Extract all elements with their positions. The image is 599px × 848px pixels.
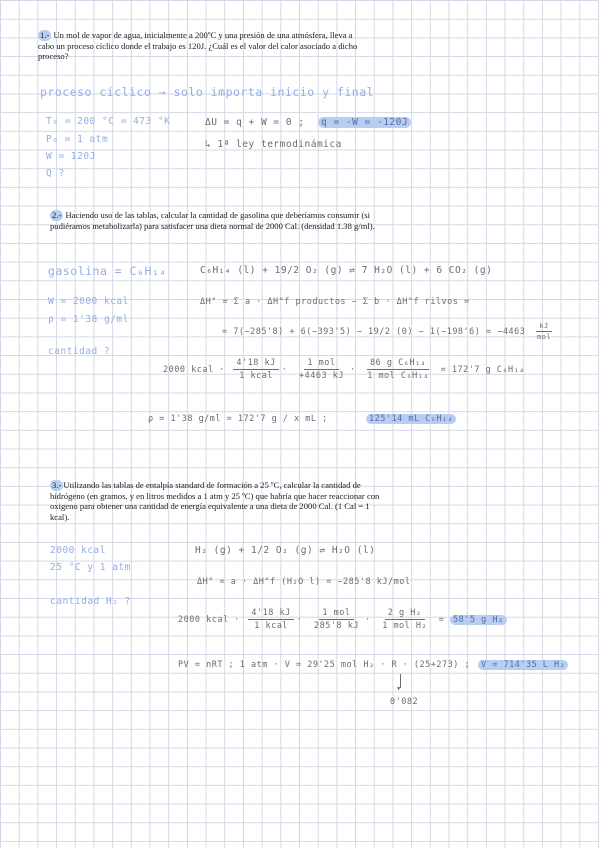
question-1-text: 1.- Un mol de vapor de agua, inicialmente a 200ºC y una presión de una atmósfera, lleva a cabo un proceso cíclico donde el trabajo es 120J. ¿Cuál es el valor del calor asociado a dicho proceso? xyxy=(38,30,358,62)
q2-data-density: ρ = 1'38 g/ml xyxy=(48,314,129,325)
question-3-text: 3.- Utilizando las tablas de entalpía standard de formación a 25 ºC, calcular la cantidad de hidrógeno (en gramos, y en litros medidos a 1 atm y 25 ºC) que habría que hacer reaccionar con oxigeno para obtener una cantidad de energía equivalente a una dieta de 2000 Cal. (1 Cal = 1 kcal). xyxy=(50,480,380,522)
q2-deltaH-calculation: = 7(−285'8) + 6(−393'5) − 19/2 (0) − 1(−198'6) = −4463 $\frac{kJ}{\text{mol}}$ xyxy=(222,322,557,341)
q3-conversion: 2000 kcal · $\frac{4'18 kJ}{\text{1 kcal}}$ · $\frac{\text{1 mol}}{285'8 kJ}$ · $\frac{\text{2 g H₂}}{\text{1 mol H₂}}$ = 58'5 g H₂ xyxy=(178,608,507,631)
q1-data-pressure: P₀ = 1 atm xyxy=(46,134,109,145)
q1-data-q: Q ? xyxy=(46,168,65,179)
q3-data-quantity: cantidad H₂ ? xyxy=(50,596,131,607)
question-1-number: 1.- xyxy=(40,30,50,40)
q3-deltaH: ΔH° = a · ΔH°f (H₂O l) = −285'8 kJ/mol xyxy=(197,577,411,587)
q2-reaction: C₆H₁₄ (l) + 19/2 O₂ (g) ⇌ 7 H₂O (l) + 6 CO₂ (g) xyxy=(200,265,493,276)
q3-gas-equation: PV = nRT ; 1 atm · V = 29'25 mol H₂ · R · (25+273) ; xyxy=(178,660,471,670)
q1-data-work: W = 120J xyxy=(46,151,96,162)
q3-data-energy: 2000 kcal xyxy=(50,545,106,556)
q1-data-temp: T₀ = 200 °C = 473 °K xyxy=(46,116,171,127)
q2-factor-mol: $\frac{\text{1 mol}}{+4463 kJ}$ xyxy=(299,358,344,381)
q3-r-value: 0'082 xyxy=(390,697,419,707)
q2-density-equation: ρ = 1'38 g/ml = 172'7 g / x mL ; xyxy=(148,414,328,424)
q2-factor-mass: $\frac{\text{86 g C₆H₁₄}}{\text{1 mol C₆H₁₄}}$ xyxy=(367,358,429,381)
q3-reaction: H₂ (g) + 1/2 O₂ (g) ⇌ H₂O (l) xyxy=(195,545,376,556)
q3-gas-result: V = 714'35 L H₂ xyxy=(478,660,568,670)
q1-result: q = -W = -120J xyxy=(318,117,411,128)
q2-conversion: 2000 kcal · $\frac{4'18 kJ}{\text{1 kcal}}$ · $\frac{\text{1 mol}}{+4463 kJ}$ · $\frac{\text{86 g C₆H₁₄}}{\text{1 mol C₆H₁₄}}$ = 172'7 g C₆H₁₄ xyxy=(163,358,525,381)
question-2-number: 2.- xyxy=(52,210,62,220)
q1-law-note: ↳ 1ª ley termodinámica xyxy=(205,139,342,150)
q3-factor-energy: $\frac{4'18 kJ}{\text{1 kcal}}$ xyxy=(248,608,293,631)
q3-factor-mass: $\frac{\text{2 g H₂}}{\text{1 mol H₂}}$ xyxy=(382,608,428,631)
q2-density-result: 125'14 mL C₆H₁₄ xyxy=(366,414,456,424)
q2-deltaH-unit: $\frac{kJ}{\text{mol}}$ xyxy=(536,322,552,341)
q3-factor-mol: $\frac{\text{1 mol}}{285'8 kJ}$ xyxy=(314,608,359,631)
q2-data-energy: W = 2000 kcal xyxy=(48,296,129,307)
question-3-number: 3.- xyxy=(52,480,62,490)
q3-conversion-result: 58'5 g H₂ xyxy=(450,615,507,625)
q3-data-conditions: 25 °C y 1 atm xyxy=(50,562,131,573)
q2-deltaH-definition: ΔH° = Σ a · ΔH°f productos − Σ b · ΔH°f rilvos = xyxy=(200,297,470,307)
q2-factor-energy: $\frac{4'18 kJ}{\text{1 kcal}}$ xyxy=(233,358,278,381)
question-2-text: 2.- Haciendo uso de las tablas, calcular la cantidad de gasolina que deberíamos consumir (si pudiéramos metabolizarla) para satisfacer una dieta normal de 2000 Cal. (densidad 1.38 g/ml). xyxy=(50,210,375,231)
q1-heading: proceso cíclico → solo importa inicio y final xyxy=(40,85,375,99)
q2-fuel: gasolina = C₆H₁₄ xyxy=(48,264,167,278)
q3-r-arrowhead: ▾ xyxy=(396,684,402,694)
q2-data-quantity: cantidad ? xyxy=(48,346,111,357)
q1-equation: ΔU = q + W = 0 ; xyxy=(205,117,305,128)
